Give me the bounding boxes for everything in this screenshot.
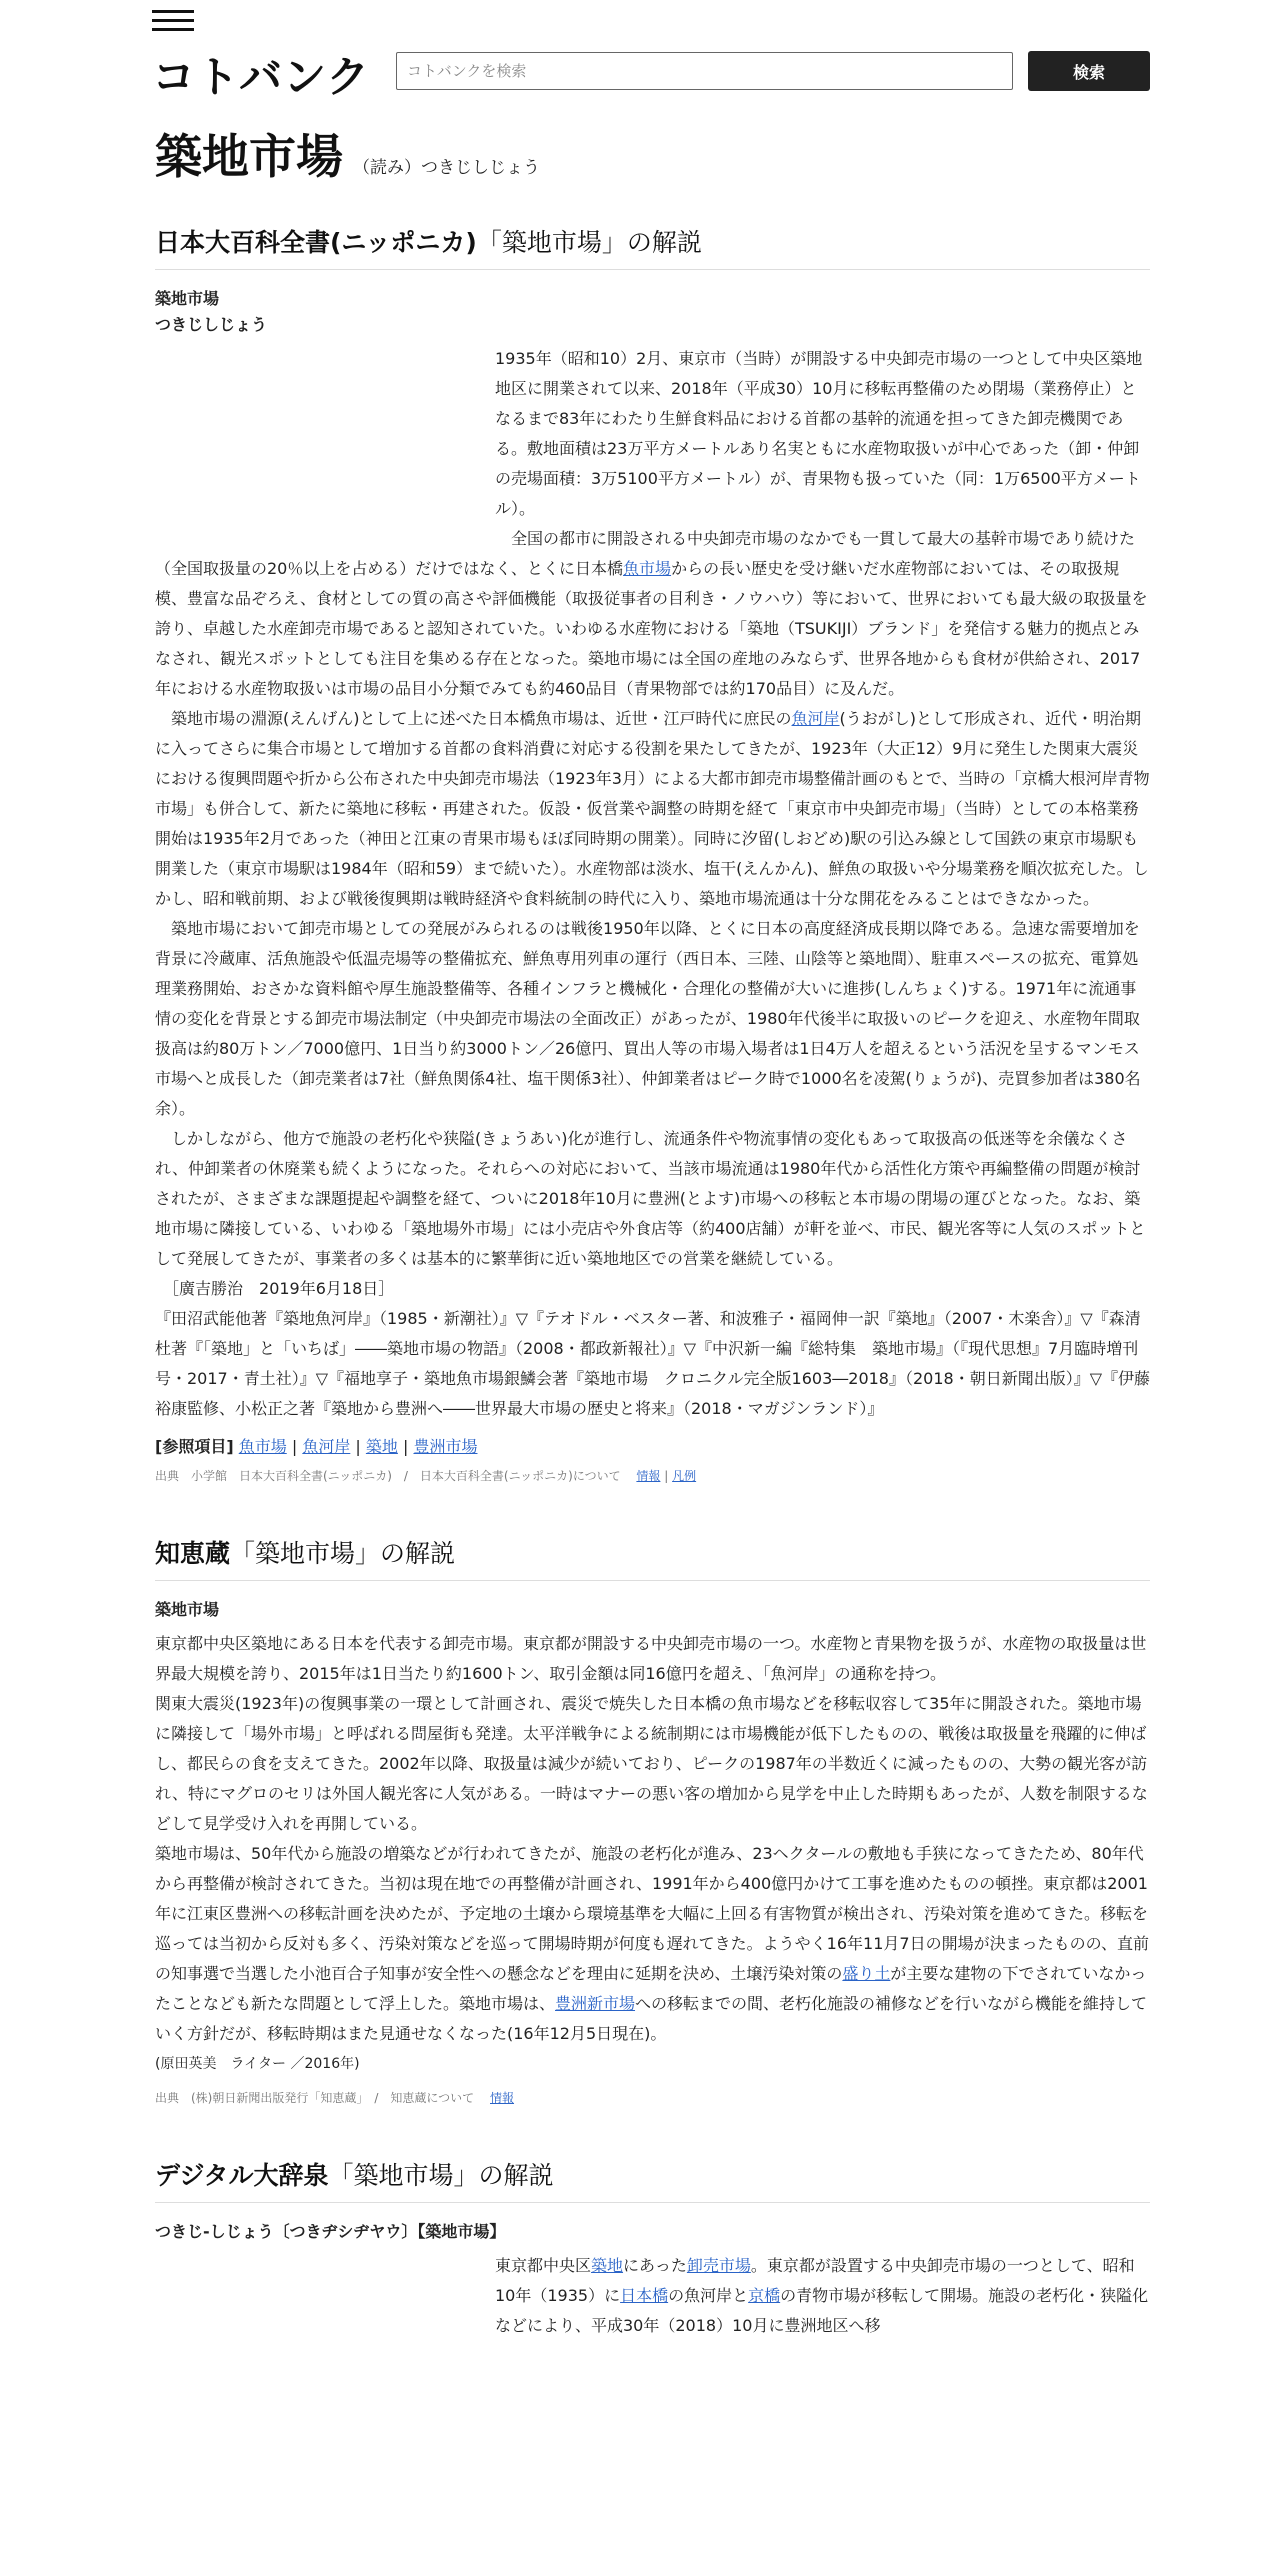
source-info-link[interactable]: 情報 [490,2091,515,2105]
entry-body [155,2251,1150,2341]
section-nipponica [155,223,1150,1484]
dictionary-name: デジタル大辞泉 [155,2161,329,2190]
section-daijisen [155,2156,1150,2341]
paragraph: 東京都中央区築地にある日本を代表する卸売市場。東京都が開設する中央卸売市場の一つ。水産物と青果物を扱うが、水産物の取扱量は世界最大規模を誇り、2015年は1日当たり約1600トン、取引金額は同16億円を超え、「魚河岸」の通称を持つ。 [155,1634,1147,1683]
paragraph: 関東大震災(1923年)の復興事業の一環として計画され、震災で焼失した日本橋の魚市場などを移転収容して35年に開設された。築地市場に隣接して「場外市場」と呼ばれる問屋街も発達。太平洋戦争による統制期には市場機能が低下したものの、戦後は取扱量を飛躍的に伸ばし、都民らの食を支えてきた。2002年以降、取扱量は減少が続いており、ピークの1987年の半数近くに減ったものの、大勢の観光客が訪れ、特にマグロのセリは外国人観光客に人気がある。一時はマナーの悪い客の増加から見学を中止した時期もあったが、人数を制限するなどして見学受け入れを再開している。 [155,1694,1148,1833]
page-title: 築地市場 [155,130,343,185]
link-toyosu-new-market[interactable]: 豊洲新市場 [555,1994,636,2013]
link-fish-market[interactable]: 魚市場 [623,559,672,578]
site-header [0,0,1284,120]
section-chiezo [155,1534,1150,2106]
dictionary-name: 知恵蔵 [155,1539,231,1568]
paragraph: 築地市場は、50年代から施設の増築などが行われてきたが、施設の老朽化が進み、23ヘクタールの敷地も手狭になってきたため、80年代から再整備が検討されてきた。当初は現在地での再整備が計画され、1991年から400億円かけて工事を進めたものの頓挫。東京都は2001年に江東区豊洲への移転計画を決めたが、予定地の土壌から環境基準を大幅に上回る有害物質が検出され、汚染対策を進めてきた。移転を巡っては当初から反対も多く、汚染対策などを巡って開場時期が何度も遅れてきた。ようやく16年11月7日の開場が決まったものの、直前の知事選で当選した小池百合子知事が安全性への懸念などを理由に延期を決め、土壌汚染対策の盛り土が主要な建物の下でされていなかったことなども新たな問題として浮上した。築地市場は、豊洲新市場への移転までの間、老朽化施設の補修などを行いながら機能を維持していく方針だが、移転時期はまた見通せなくなった(16年12月5日現在)。 [155,1844,1149,2043]
page-reading: （読み）つきじしじょう [353,158,540,178]
headword: 築地市場 [155,289,220,308]
main-content [155,120,1150,2451]
paragraph: しかしながら、他方で施設の老朽化や狭隘(きょうあい)化が進行し、流通条件や物流事情の変化もあって取扱高の低迷等を余儀なくされ、仲卸業者の休廃業も続くようになった。それらへの対応において、当該市場流通は1980年代から活性化方策や再編整備の問題が検討されたが、さまざまな課題提起や調整を経て、ついに2018年10月に豊洲(とよす)市場への移転と本市場の閉場の運びとなった。なお、築地市場に隣接している、いわゆる「築地場外市場」には小売店や外食店等（約400店舗）が軒を並べ、市民、観光客等に人気のスポットとして発展してきたが、事業者の多くは基本的に繁華街に近い築地地区での営業を継続している。 [155,1129,1146,1268]
ref-link[interactable]: 魚河岸 [302,1437,351,1456]
source-line: 出典 (株)朝日新聞出版発行「知恵蔵」 / 知恵蔵について 情報 [155,2091,515,2105]
ref-link[interactable]: 豊洲市場 [413,1437,478,1456]
entry-body [155,344,1150,1424]
entry-body [155,1629,1150,2079]
link-tsukiji[interactable]: 築地 [591,2256,624,2275]
link-nihonbashi[interactable]: 日本橋 [620,2286,669,2305]
source-legend-link[interactable]: 凡例 [672,1469,697,1483]
link-uogashi[interactable]: 魚河岸 [791,709,840,728]
search-button[interactable]: 検索 [1028,51,1150,91]
site-logo[interactable]: コトバンク [152,53,371,103]
search-input[interactable] [396,52,1013,90]
section-title [155,2156,1150,2203]
image-placeholder [155,344,495,544]
section-title-suffix: 「築地市場」の解説 [230,1539,456,1568]
headword-reading: つきじしじょう [155,315,268,334]
link-wholesale-market[interactable]: 卸売市場 [686,2256,751,2275]
reference-links: [参照項目] 魚市場 | 魚河岸 | 築地 | 豊洲市場 [155,1437,478,1456]
section-title [155,1534,1150,1581]
refs-label: [参照項目] [155,1437,234,1456]
ref-link[interactable]: 魚市場 [238,1437,287,1456]
page-title-row [155,120,1150,187]
source-info-link[interactable]: 情報 [636,1469,661,1483]
paragraph: 1935年（昭和10）2月、東京市（当時）が開設する中央卸売市場の一つとして中央区築地地区に開業されて以来、2018年（平成30）10月に移転再整備のため閉場（業務停止）となるまで83年にわたり生鮮食料品における首都の基幹的流通を担ってきた卸売機関である。敷地面積は23万平方メートルあり名実ともに水産物取扱いが中心であった（卸・仲卸の売場面積：3万5100平方メートル）が、青果物も扱っていた（同：1万6500平方メートル）。 [495,349,1143,518]
paragraph: 東京都中央区築地にあった卸売市場。東京都が設置する中央卸売市場の一つとして、昭和10年（1935）に日本橋の魚河岸と京橋の青物市場が移転して開場。施設の老朽化・狭隘化などにより、平成30年（2018）10月に豊洲地区へ移 [495,2256,1149,2335]
link-morido[interactable]: 盛り土 [842,1964,891,1983]
source-line: 出典 小学館 日本大百科全書(ニッポニカ) / 日本大百科全書(ニッポニカ)について 情報 | 凡例 [155,1469,697,1483]
ref-link[interactable]: 築地 [365,1437,398,1456]
entry-headword [155,286,1150,338]
menu-icon[interactable] [152,10,194,34]
dictionary-name: 日本大百科全書(ニッポニカ) [155,228,477,257]
bibliography: 『田沼武能他著『築地魚河岸』（1985・新潮社）』▽『テオドル・ベスター著、和波雅子・福岡伸一訳『築地』（2007・木楽舎）』▽『森清杜著『「築地」と「いちば」――築地市場の物語』（2008・都政新報社）』▽『中沢新一編『総特集 築地市場』（『現代思想』7月臨時増刊号・2017・青土社）』▽『福地享子・築地魚市場銀鱗会著『築地市場 クロニクル完全版1603―2018』（2018・朝日新聞出版）』▽『伊藤裕康監修、小松正之著『築地から豊洲へ――世界最大市場の歴史と将来』（2018・マガジンランド）』 [155,1309,1151,1418]
paragraph: 築地市場において卸売市場としての発展がみられるのは戦後1950年以降、とくに日本の高度経済成長期以降である。急速な需要増加を背景に冷蔵庫、活魚施設や低温売場等の整備拡充、鮮魚専用列車の運行（西日本、三陸、山陰等と築地間）、駐車スペースの拡充、電算処理業務開始、おさかな資料館や厚生施設整備等、各種インフラと機械化・合理化の整備が大いに進捗(しんちょく)する。1971年に流通事情の変化を背景とする卸売市場法制定（中央卸売市場法の全面改正）があったが、1980年代後半に取扱いのピークを迎え、水産物年間取扱高は約80万トン／7000億円、1日当り約3000トン／26億円、買出人等の市場入場者は1日4万人を超えるという活況を呈するマンモス市場へと成長した（卸売業者は7社（鮮魚関係4社、塩干関係3社）、仲卸業者はピーク時で1000名を凌駕(りょうが)、売買参加者は380名余）。 [155,919,1141,1118]
section-title [155,223,1150,270]
author-credit: ［廣吉勝治 2019年6月18日］ [171,1279,395,1298]
image-placeholder [155,2251,495,2451]
paragraph: 全国の都市に開設される中央卸売市場のなかでも一貫して最大の基幹市場であり続けた（全国取扱量の20％以上を占める）だけではなく、とくに日本橋魚市場からの長い歴史を受け継いだ水産物部においては、その取扱規模、豊富な品ぞろえ、食材としての質の高さや評価機能（取扱従事者の目利き・ノウハウ）等において、世界においても最大級の取扱量を誇り、卓越した水産卸売市場であると認知されていた。いわゆる水産物における「築地（TSUKIJI）ブランド」を発信する魅力的拠点とみなされ、観光スポットとしても注目を集める存在となった。築地市場には全国の産地のみならず、世界各地からも食材が供給され、2017年における水産物取扱いは市場の品目小分類でみても約460品目（青果物部では約170品目）に及んだ。 [155,529,1148,698]
section-title-suffix: 「築地市場」の解説 [328,2161,554,2190]
paragraph: 築地市場の淵源(えんげん)として上に述べた日本橋魚市場は、近世・江戸時代に庶民の魚河岸(うおがし)として形成され、近代・明治期に入ってさらに集合市場として増加する首都の食料消費に対応する役割を果たしてきたが、1923年（大正12）9月に発生した関東大震災における復興問題や折から公布された中央卸売市場法（1923年3月）による大都市卸売市場整備計画のもとで、当時の「京橋大根河岸青物市場」も併合して、新たに築地に移転・再建された。仮設・仮営業や調整の時期を経て「東京市中央卸売市場」（当時）としての本格業務開始は1935年2月であった（神田と江東の青果市場もほぼ同時期の開業）。同時に汐留(しおどめ)駅の引込み線として国鉄の東京市場駅も開業した（東京市場駅は1984年（昭和59）まで続いた）。水産物部は淡水、塩干(えんかん)、鮮魚の取扱いや分場業務を順次拡充した。しかし、昭和戦前期、および戦後復興期は戦時経済や食料統制の時代に入り、築地市場流通は十分な開花をみることはできなかった。 [155,709,1150,908]
headword: 築地市場 [155,1600,220,1619]
section-title-suffix: 「築地市場」の解説 [476,228,702,257]
link-kyobashi[interactable]: 京橋 [748,2286,781,2305]
headword: つきじ‐しじょう〔つきヂシヂヤウ〕【築地市場】 [155,2222,506,2241]
author-credit: (原田英美 ライター ／2016年) [155,2056,360,2072]
